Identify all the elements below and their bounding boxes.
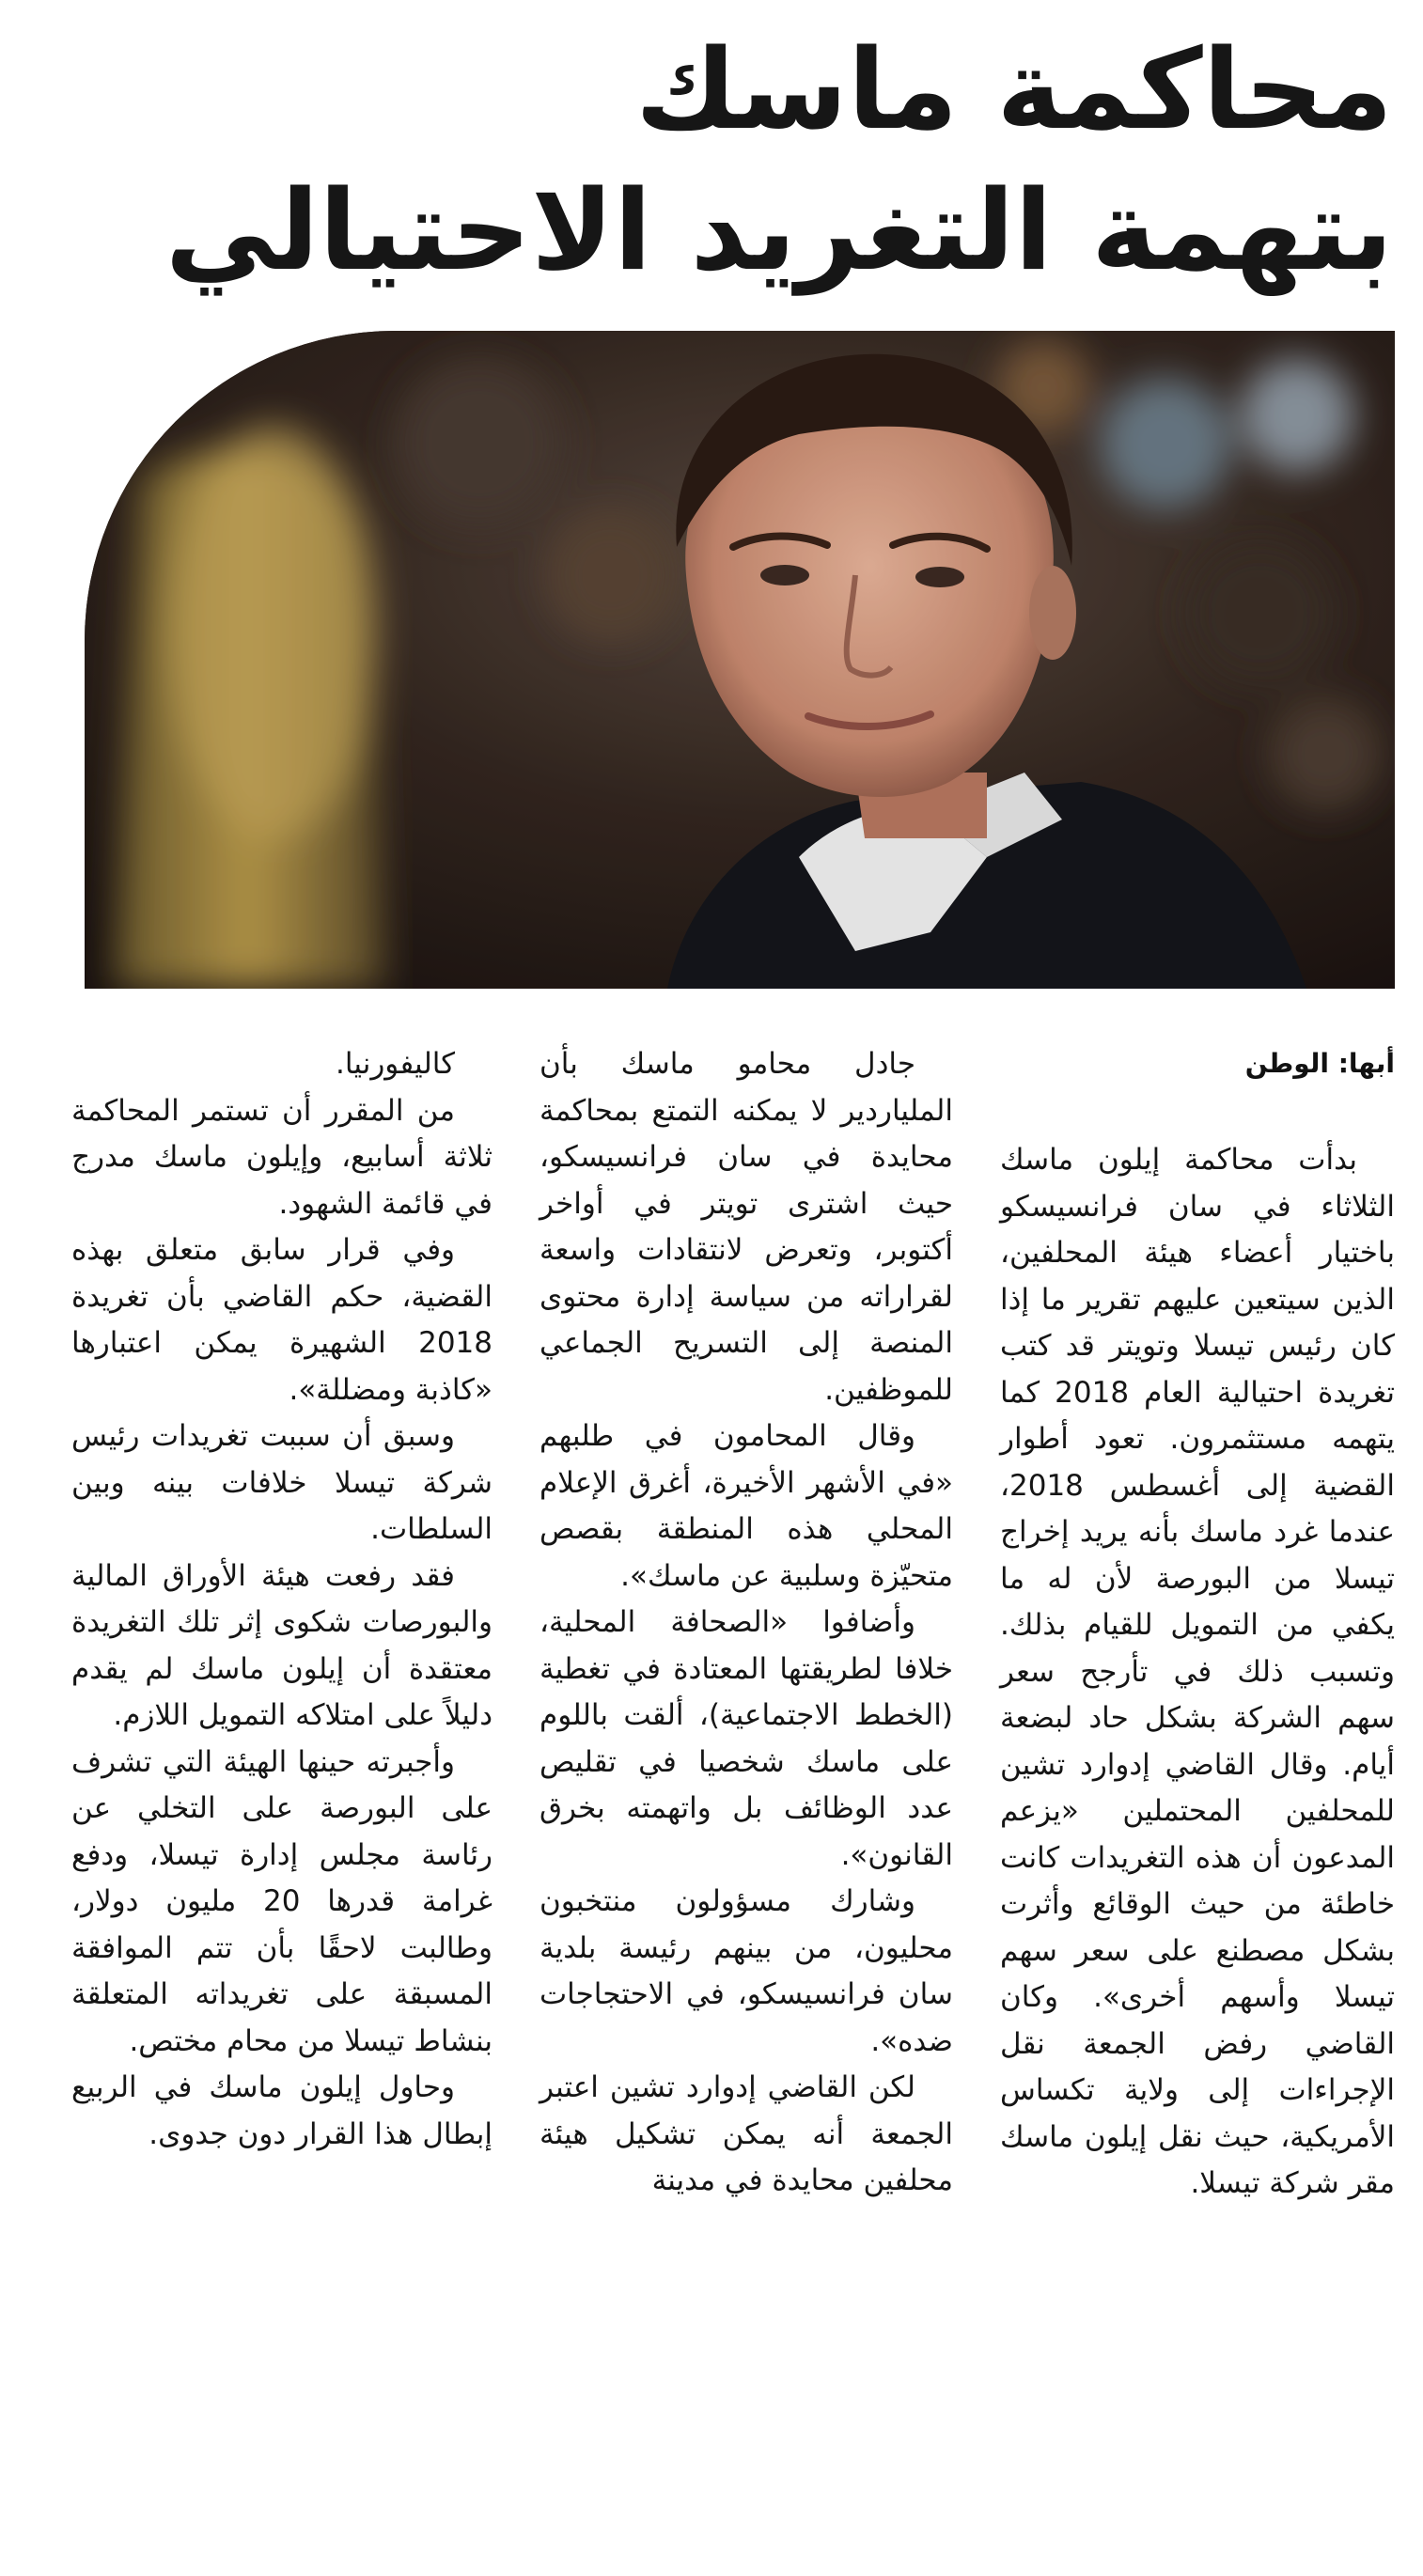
paragraph: فقد رفعت هيئة الأوراق المالية والبورصات شكوى إثر تلك التغريدة معتقدة أن إيلون ماسك لم يقدم دليلاً على امتلاكه التمويل اللازم. — [71, 1558, 493, 1732]
article-photo — [85, 331, 1395, 989]
article-column-right — [1000, 1137, 1395, 2208]
byline: أبها: الوطن — [1244, 1048, 1395, 1079]
paragraph: وشارك مسؤولون منتخبون محليون، من بينهم رئيسة بلدية سان فرانسيسكو، في الاحتجاجات ضده». — [539, 1884, 953, 2058]
portrait-photo-icon — [85, 331, 1395, 989]
paragraph: لكن القاضي إدوارد تشين اعتبر الجمعة أنه يمكن تشكيل هيئة محلفين محايدة في مدينة — [539, 2070, 953, 2197]
paragraph: وحاول إيلون ماسك في الربيع إبطال هذا القرار دون جدوى. — [71, 2070, 493, 2151]
paragraph: وقال المحامون في طلبهم «في الأشهر الأخيرة، أغرق الإعلام المحلي هذه المنطقة بقصص متحيّزة وسلبية عن ماسك». — [539, 1419, 953, 1593]
paragraph: وسبق أن سببت تغريدات رئيس شركة تيسلا خلافات بينه وبين السلطات. — [71, 1419, 493, 1546]
headline-line-2: بتهمة التغريد الاحتيالي — [164, 165, 1393, 295]
article-column-middle — [539, 1041, 953, 2205]
paragraph: من المقرر أن تستمر المحاكمة ثلاثة أسابيع، وإيلون ماسك مدرج في قائمة الشهود. — [71, 1093, 493, 1221]
paragraph: جادل محامو ماسك بأن الملياردير لا يمكنه التمتع بمحاكمة محايدة في سان فرانسيسكو، حيث اشترى تويتر في أواخر أكتوبر، وتعرض لانتقادات واسعة لقراراته من سياسة إدارة محتوى المنصة إلى التسريح الجماعي للموظفين. — [539, 1047, 953, 1407]
article-column-left — [71, 1041, 493, 2158]
paragraph: وفي قرار سابق متعلق بهذه القضية، حكم القاضي بأن تغريدة 2018 الشهيرة يمكن اعتبارها «كاذبة ومضللة». — [71, 1233, 493, 1407]
headline-line-1: محاكمة ماسك — [634, 24, 1393, 154]
paragraph: بدأت محاكمة إيلون ماسك الثلاثاء في سان فرانسيسكو باختيار أعضاء هيئة المحلفين، الذين سيتعين عليهم تقرير ما إذا كان رئيس تيسلا وتويتر قد كتب تغريدة احتيالية العام 2018 كما يتهمه مستثمرون. تعود أطوار القضية إلى أغسطس 2018، عندما غرد ماسك بأنه يريد إخراج تيسلا من البورصة لأن له ما يكفي من التمويل للقيام بذلك. وتسبب ذلك في تأرجح سعر سهم الشركة بشكل حاد لبضعة أيام. وقال القاضي إدوارد تشين للمحلفين المحتملين «يزعم المدعون أن هذه التغريدات كانت خاطئة من حيث الوقائع وأثرت بشكل مصطنع على سعر سهم تيسلا وأسهم أخرى». وكان القاضي رفض الجمعة نقل الإجراءات إلى ولاية تكساس الأمريكية، حيث نقل إيلون ماسك مقر شركة تيسلا. — [1000, 1143, 1395, 2200]
paragraph: وأجبرته حينها الهيئة التي تشرف على البورصة على التخلي عن رئاسة مجلس إدارة تيسلا، ودفع غرامة قدرها 20 مليون دولار، وطالبت لاحقًا بأن تتم الموافقة المسبقة على تغريداته المتعلقة بنشاط تيسلا من محام مختص. — [71, 1744, 493, 2058]
headline — [77, 19, 1393, 301]
paragraph: وأضافوا «الصحافة المحلية، خلافا لطريقتها المعتادة في تغطية (الخطط الاجتماعية)، ألقت باللوم على ماسك شخصيا في تقليص عدد الوظائف بل واتهمته بخرق القانون». — [539, 1605, 953, 1872]
paragraph: كاليفورنيا. — [336, 1047, 455, 1081]
